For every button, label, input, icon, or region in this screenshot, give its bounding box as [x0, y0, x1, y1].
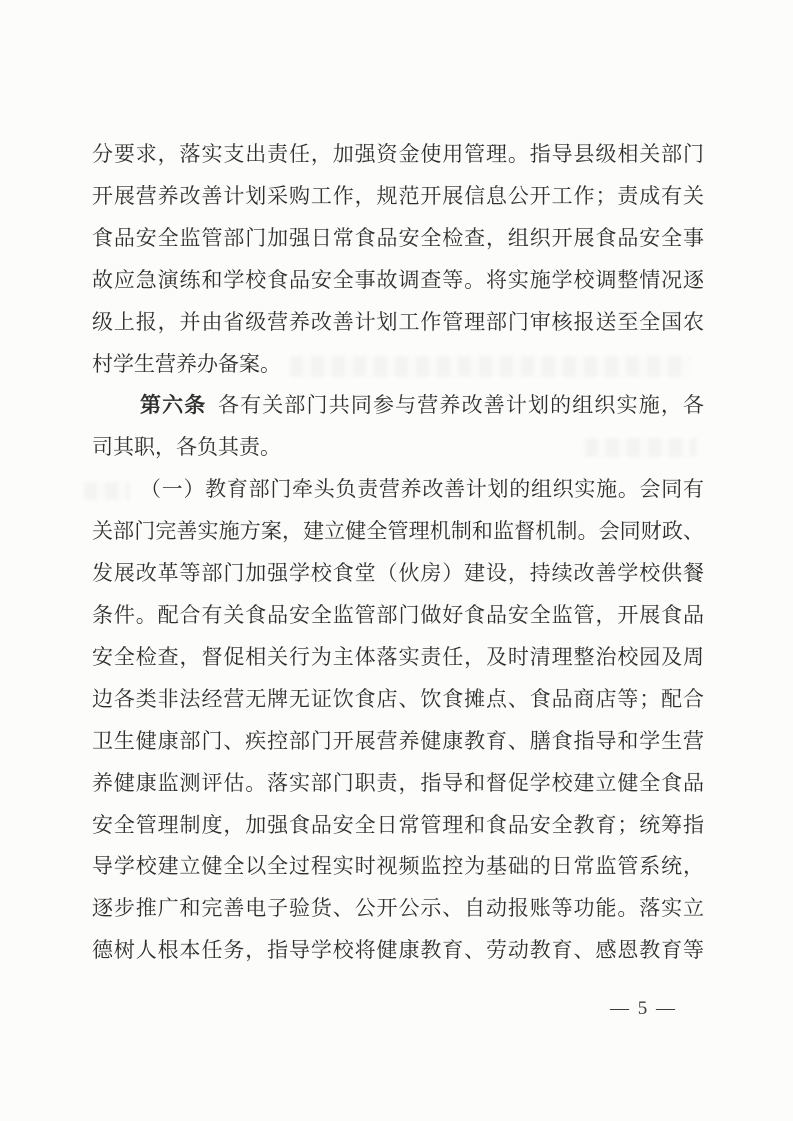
line-text: 故应急演练和学校食品安全事故调查等。将实施学校调整情况逐	[92, 267, 704, 292]
text-line	[92, 679, 704, 721]
line-text: 导学校建立健全以全过程实时视频监控为基础的日常监管系统，	[92, 854, 704, 879]
text-line	[92, 763, 704, 805]
text-line	[92, 176, 704, 218]
text-line	[92, 260, 704, 302]
text-line	[92, 595, 704, 637]
text-line	[92, 553, 704, 595]
line-text: 发展改革等部门加强学校食堂（伙房）建设，持续改善学校供餐	[92, 561, 704, 586]
text-line	[92, 721, 704, 763]
line-text: 村学生营养办备案。	[92, 351, 281, 376]
line-text: 食品安全监管部门加强日常食品安全检查，组织开展食品安全事	[92, 225, 704, 250]
line-text: 逐步推广和完善电子验货、公开公示、自动报账等功能。落实立	[92, 896, 704, 921]
line-text: 德树人根本任务，指导学校将健康教育、劳动教育、感恩教育等	[92, 938, 704, 963]
line-text: 司其职，各负其责。	[92, 435, 281, 460]
line-text: 级上报，并由省级营养改善计划工作管理部门审核报送至全国农	[92, 309, 704, 334]
line-text: 各有关部门共同参与营养改善计划的组织实施，各	[217, 393, 705, 418]
text-line	[92, 469, 704, 511]
text-line	[92, 218, 704, 260]
line-text: 关部门完善实施方案，建立健全管理机制和监督机制。会同财政、	[92, 519, 704, 544]
text-line	[92, 930, 704, 972]
text-line	[92, 427, 704, 469]
page-number: — 5 —	[610, 998, 677, 1019]
text-line	[92, 511, 704, 553]
line-text: 卫生健康部门、疾控部门开展营养健康教育、膳食指导和学生营	[92, 728, 704, 753]
document-text-block	[92, 134, 704, 972]
line-text: 开展营养改善计划采购工作，规范开展信息公开工作；责成有关	[92, 183, 704, 208]
line-text: 养健康监测评估。落实部门职责，指导和督促学校建立健全食品	[92, 770, 704, 795]
text-line	[92, 385, 704, 427]
text-line	[92, 134, 704, 176]
line-text: （一）教育部门牵头负责营养改善计划的组织实施。会同有	[140, 477, 704, 502]
line-text: 分要求，落实支出责任，加强资金使用管理。指导县级相关部门	[92, 142, 704, 166]
text-line	[92, 888, 704, 930]
text-line	[92, 302, 704, 344]
line-text: 条件。配合有关食品安全监管部门做好食品安全监管，开展食品	[92, 602, 704, 627]
text-line	[92, 637, 704, 679]
line-text: 边各类非法经营无牌无证饮食店、饮食摊点、食品商店等；配合	[92, 686, 704, 711]
text-line	[92, 805, 704, 847]
text-line	[92, 846, 704, 888]
article-six-label: 第六条	[140, 393, 207, 418]
line-text: 安全管理制度，加强食品安全日常管理和食品安全教育；统筹指	[92, 812, 704, 837]
text-line	[92, 344, 704, 386]
line-text: 安全检查，督促相关行为主体落实责任，及时清理整治校园及周	[92, 644, 704, 669]
